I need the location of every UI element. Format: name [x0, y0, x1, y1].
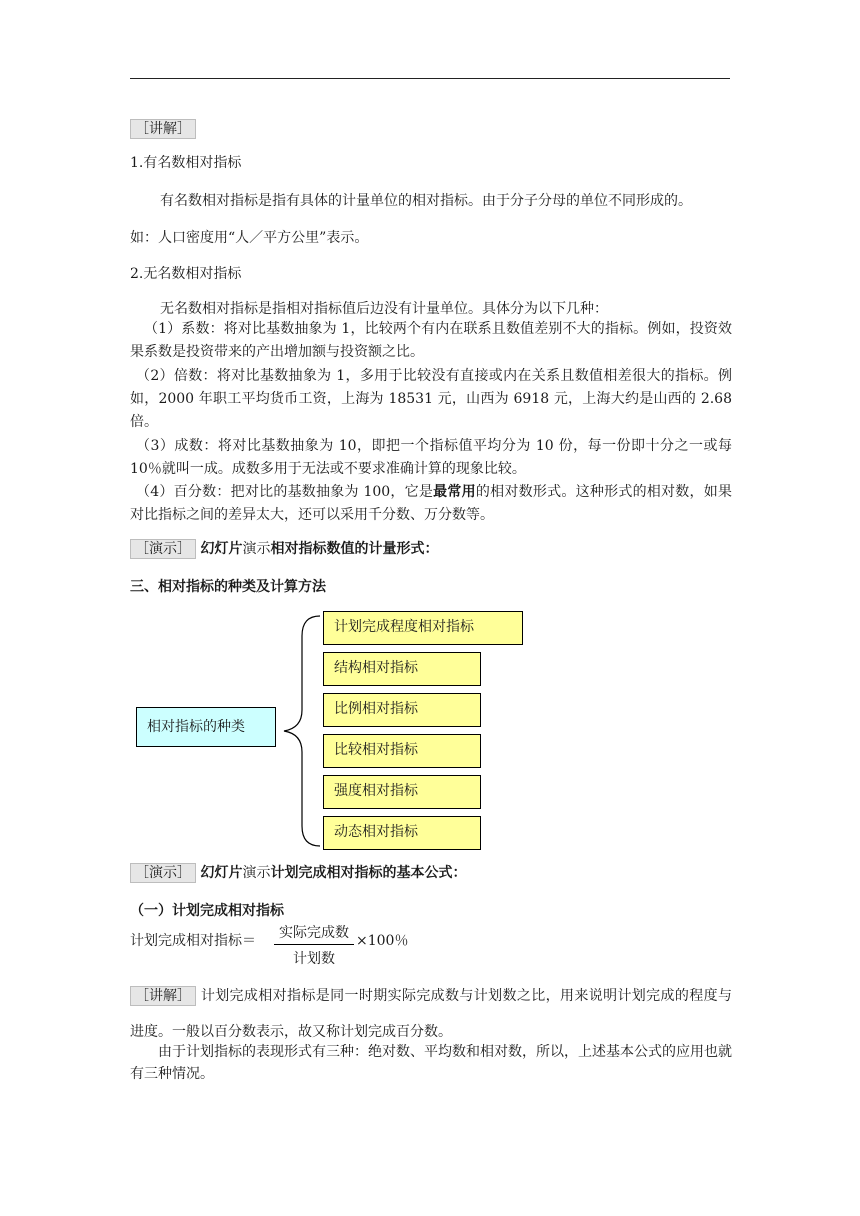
- item2-intro: 无名数相对指标是指相对指标值后边没有计量单位。具体分为以下几种：: [160, 301, 608, 317]
- child-box-structure: 结构相对指标: [323, 652, 481, 686]
- child-box-comparison: 比较相对指标: [323, 734, 481, 768]
- diagram-root-box: 相对指标的种类: [136, 707, 276, 747]
- child-box-intensity: 强度相对指标: [323, 775, 481, 809]
- explain-paragraph-2: ［讲解］ 计划完成相对指标是同一时期实际完成数与计划数之比，用来说明计划完成的程度与进度。一般以百分数表示，故又称计划完成百分数。: [130, 988, 733, 1040]
- demo-line-2: ［演示］ 幻灯片演示计划完成相对指标的基本公式：: [130, 862, 466, 883]
- item1-paragraph: 有名数相对指标是指有具体的计量单位的相对指标。由于分子分母的单位不同形成的。: [160, 193, 692, 209]
- item1-title: 1.有名数相对指标: [130, 155, 242, 171]
- demo-line-1: ［演示］ 幻灯片演示相对指标数值的计量形式：: [130, 538, 438, 559]
- child-box-plan-completion: 计划完成程度相对指标: [323, 611, 523, 645]
- explain-paragraph-3: 由于计划指标的表现形式有三种：绝对数、平均数和相对数，所以，上述基本公式的应用也就有三种情况。: [130, 1044, 732, 1082]
- formula-fraction: [274, 922, 354, 968]
- explain-tag: ［讲解］: [130, 118, 196, 139]
- formula-lhs: 计划完成相对指标＝: [130, 933, 256, 949]
- header-rule: [130, 78, 730, 79]
- cheng-paragraph: （3）成数：将对比基数抽象为 10，即把一个指标值平均分为 10 份，每一份即十分之一或每 10％就叫一成。成数多用于无法或不要求准确计算的现象比较。: [130, 438, 732, 477]
- fraction-bar: [274, 944, 354, 945]
- child-box-dynamic: 动态相对指标: [323, 816, 481, 850]
- formula-denominator: 计划数: [293, 951, 335, 967]
- multiple-paragraph: （2）倍数：将对比基数抽象为 1，多用于比较没有直接或内在关系且数值相差很大的指标。例如，2000 年职工平均货币工资，上海为 18531 元，山西为 6918 元，上海大约是山西的 2.68 倍。: [130, 368, 732, 430]
- coefficient-paragraph: （1）系数：将对比基数抽象为 1，比较两个有内在联系且数值差别不大的指标。例如，投资效果系数是投资带来的产出增加额与投资额之比。: [130, 321, 732, 360]
- curly-brace: [280, 612, 326, 850]
- subsection-1-title: （一）计划完成相对指标: [130, 903, 284, 919]
- child-box-proportion: 比例相对指标: [323, 693, 481, 727]
- item1-example: 如：人口密度用“人／平方公里”表示。: [130, 230, 369, 246]
- formula-tail: ×100％: [356, 933, 409, 949]
- item2-title: 2.无名数相对指标: [130, 266, 242, 282]
- formula-numerator: 实际完成数: [279, 925, 349, 941]
- section-3-title: 三、相对指标的种类及计算方法: [130, 579, 326, 595]
- percent-paragraph: （4）百分数：把对比的基数抽象为 100，它是最常用的相对数形式。这种形式的相对数，如果对比指标之间的差异太大，还可以采用千分数、万分数等。: [130, 484, 733, 523]
